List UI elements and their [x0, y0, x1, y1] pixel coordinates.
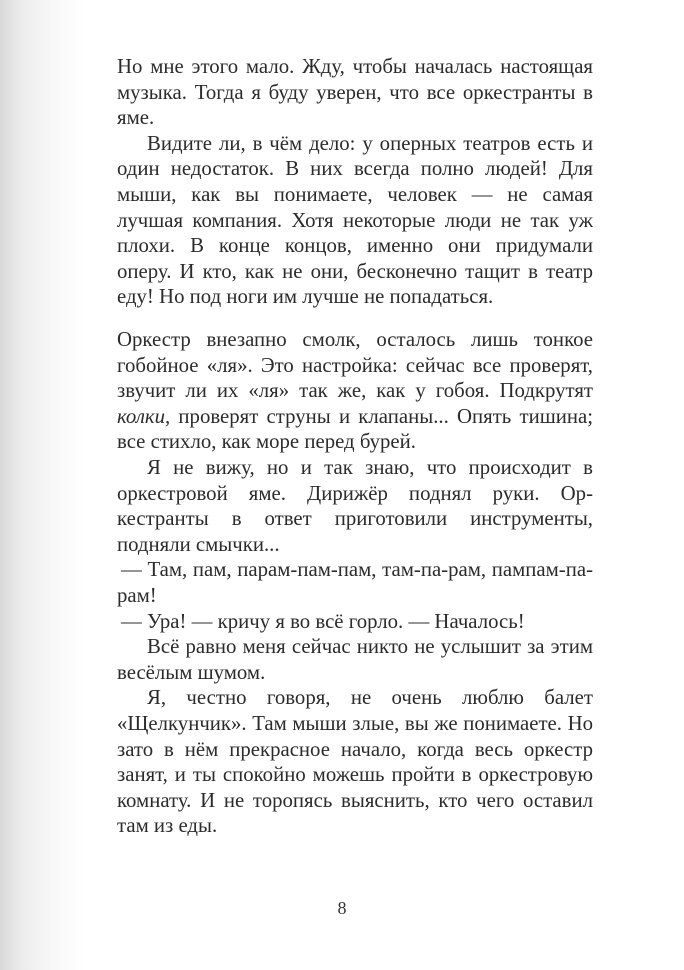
paragraph: Я, честно говоря, не очень люблю балет «Щелкунчик». Там мыши злые, вы же понимаете. Но зато в нём прекрасное начало, когда весь оркестр занят, и ты спокойно можешь пройти в оркестровую комнату. И не торопясь выяснить, кто чего оставил там из еды. — [117, 686, 593, 838]
text-section-2 — [117, 327, 593, 839]
italic-term: колки, — [117, 404, 171, 428]
dialogue-line: — Ура! — кричу я во всё горло. — Началось! — [121, 609, 525, 633]
paragraph: Но мне этого мало. Жду, чтобы началась настоящая музыка. Тогда я буду уверен, что все оркестранты в яме. — [117, 55, 593, 130]
paragraph — [117, 327, 593, 455]
paragraph-text: Оркестр внезапно смолк, осталось лишь тонкое гобойное «ля». Это настройка: сейчас все проверят, звучит ли их «ля» так же, как у гобоя. Подкрутят — [117, 328, 593, 403]
paragraph: Всё равно меня сейчас никто не услышит за этим весёлым шумом. — [117, 635, 593, 684]
text-section-1 — [117, 54, 593, 310]
page-number: 8 — [337, 898, 347, 918]
dialogue-line: — Там, пам, парам-пам-пам, там-па-рам, пампам-па-рам! — [117, 558, 593, 607]
paragraph-text: проверят струны и клапаны... Опять тишина; все стихло, как море перед бурей. — [117, 404, 593, 454]
paragraph: Видите ли, в чём дело: у оперных театров есть и один недостаток. В них всегда полно людей! Для мыши, как вы понимаете, человек — не самая лучшая компания. Хотя некоторые люди не так уж плохи. В конце концов, именно они придумали оперу. И кто, как не они, бесконечно тащит в театр еду! Но под ноги им лучше не попадаться. — [117, 131, 593, 309]
paragraph: Я не вижу, но и так знаю, что происходит в оркестровой яме. Дирижёр поднял руки. Оркестранты в ответ приготовили инструменты, подняли смычки... — [117, 455, 593, 556]
